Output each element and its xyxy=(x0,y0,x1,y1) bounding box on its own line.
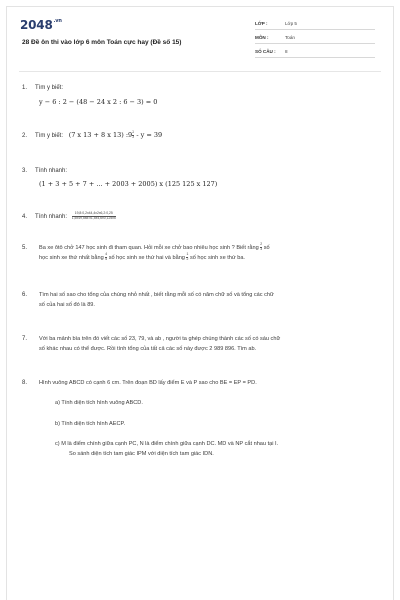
question-label: Tính nhanh: xyxy=(35,214,68,220)
expression-tail: - y = 39 xyxy=(134,131,163,139)
fraction-numerator: 2 xyxy=(260,242,263,247)
header-divider xyxy=(19,71,381,72)
question-8-part-b: b) Tính diện tích hình AECP. xyxy=(55,421,126,427)
fraction xyxy=(105,253,107,261)
document-page xyxy=(6,6,394,600)
question-number: 7. xyxy=(22,336,28,342)
fraction-denominator: 3 xyxy=(260,247,263,252)
logo-suffix: .vn xyxy=(53,18,62,24)
text-line: Với ba mảnh bìa trên đó viết các số 23, 79, và ab , người ta ghép chúng thành các số có sáu chữ xyxy=(39,336,281,342)
meta-row-subject xyxy=(255,32,375,44)
question-1 xyxy=(22,83,63,93)
text-line: Tìm hai số sao cho tổng của chúng nhỏ nhất , biết rằng mỗi số có năm chữ số và tổng các chữ xyxy=(39,292,274,298)
question-6-number-row xyxy=(22,290,35,300)
fraction-numerator: 19,8:0,2x44,4x2x6,2:0,25 xyxy=(72,212,116,217)
question-4 xyxy=(22,212,116,222)
question-number: 4. xyxy=(22,214,28,220)
question-2 xyxy=(22,130,162,141)
fraction-denominator: 5 xyxy=(105,257,108,262)
meta-value: 8 xyxy=(285,49,288,54)
meta-value: Lớp 5 xyxy=(285,21,297,26)
question-label: Tính nhanh: xyxy=(35,168,68,174)
text-line: số khác nhau có thể được. Rồi tính tổng của tất cả các số này được 2 989 896. Tìm ab. xyxy=(39,346,257,352)
question-5-number-row xyxy=(22,243,35,253)
text-part: học sinh xe thứ nhất bằng xyxy=(39,255,104,261)
question-number: 5. xyxy=(22,245,28,251)
fraction xyxy=(260,243,262,251)
question-7-number-row xyxy=(22,334,35,344)
text-line: So sánh diện tích tam giác IPM với diện tích tam giác IDN. xyxy=(69,451,214,457)
meta-row-class xyxy=(255,18,375,30)
question-3-expression: (1 + 3 + 5 + 7 + ... + 2003 + 2005) x (125 125 x 127) xyxy=(39,180,218,188)
meta-key: SỐ CÂU : xyxy=(255,49,276,54)
question-number: 1. xyxy=(22,85,28,91)
question-8-intro: Hình vuông ABCD có cạnh 6 cm. Trên đoạn BD lấy điểm E và P sao cho BE = EP = PD. xyxy=(39,380,257,386)
meta-key: MÔN : xyxy=(255,35,269,40)
meta-row-count xyxy=(255,46,375,58)
fraction-numerator: 1 xyxy=(186,252,189,257)
question-number: 8. xyxy=(22,380,28,386)
expression-text: (7 x 13 + 8 x 13) :9 xyxy=(68,131,133,139)
question-8-part-c xyxy=(55,439,385,459)
meta-key: LỚP : xyxy=(255,21,268,26)
question-number: 3. xyxy=(22,168,28,174)
question-4-fraction xyxy=(72,212,116,220)
question-label: Tìm y biết: xyxy=(35,85,64,91)
question-number: 6. xyxy=(22,292,28,298)
text-part: số xyxy=(263,245,270,251)
question-2-expression xyxy=(69,131,162,139)
fraction-denominator: 2 xyxy=(186,257,189,262)
site-logo[interactable] xyxy=(20,18,62,32)
meta-value: Toán xyxy=(285,35,295,40)
fraction-denominator: 3 xyxy=(132,134,135,139)
fraction-numerator: 2 xyxy=(132,129,135,134)
question-8-number-row xyxy=(22,378,35,388)
question-1-expression: y − 6 : 2 − (48 − 24 x 2 : 6 − 3) = 0 xyxy=(39,98,158,106)
document-header xyxy=(7,7,393,73)
text-line: số của hai số đó là 89. xyxy=(39,302,95,308)
question-5-text xyxy=(39,243,379,263)
fraction-numerator: 4 xyxy=(105,252,108,257)
question-6-text xyxy=(39,290,379,310)
text-part: Ba xe ôtô chở 147 học sinh đi tham quan. Hỏi mỗi xe chở bao nhiêu học sinh ? Biết rằng xyxy=(39,245,259,251)
question-8-part-a: a) Tính diện tích hình vuông ABCD. xyxy=(55,400,143,406)
question-3 xyxy=(22,166,67,176)
question-7-text xyxy=(39,334,379,354)
text-part: số học sinh xe thứ ba. xyxy=(189,255,245,261)
question-label: Tìm y biết: xyxy=(35,133,64,139)
document-title: 28 Đề ôn thi vào lớp 6 môn Toán cực hay (Đề số 15) xyxy=(22,39,182,46)
fraction-denominator: 1,5x49,5x8:x1,5x4,6x0,125x5 xyxy=(71,215,116,220)
question-number: 2. xyxy=(22,133,28,139)
logo-text: 2048 xyxy=(20,18,53,32)
fraction xyxy=(186,253,188,261)
text-part: số học sinh xe thứ hai và bằng xyxy=(108,255,185,261)
text-line: c) M là điểm chính giữa cạnh PC, N là điểm chính giữa cạnh DC. MD và NP cắt nhau tại I. xyxy=(55,441,279,447)
